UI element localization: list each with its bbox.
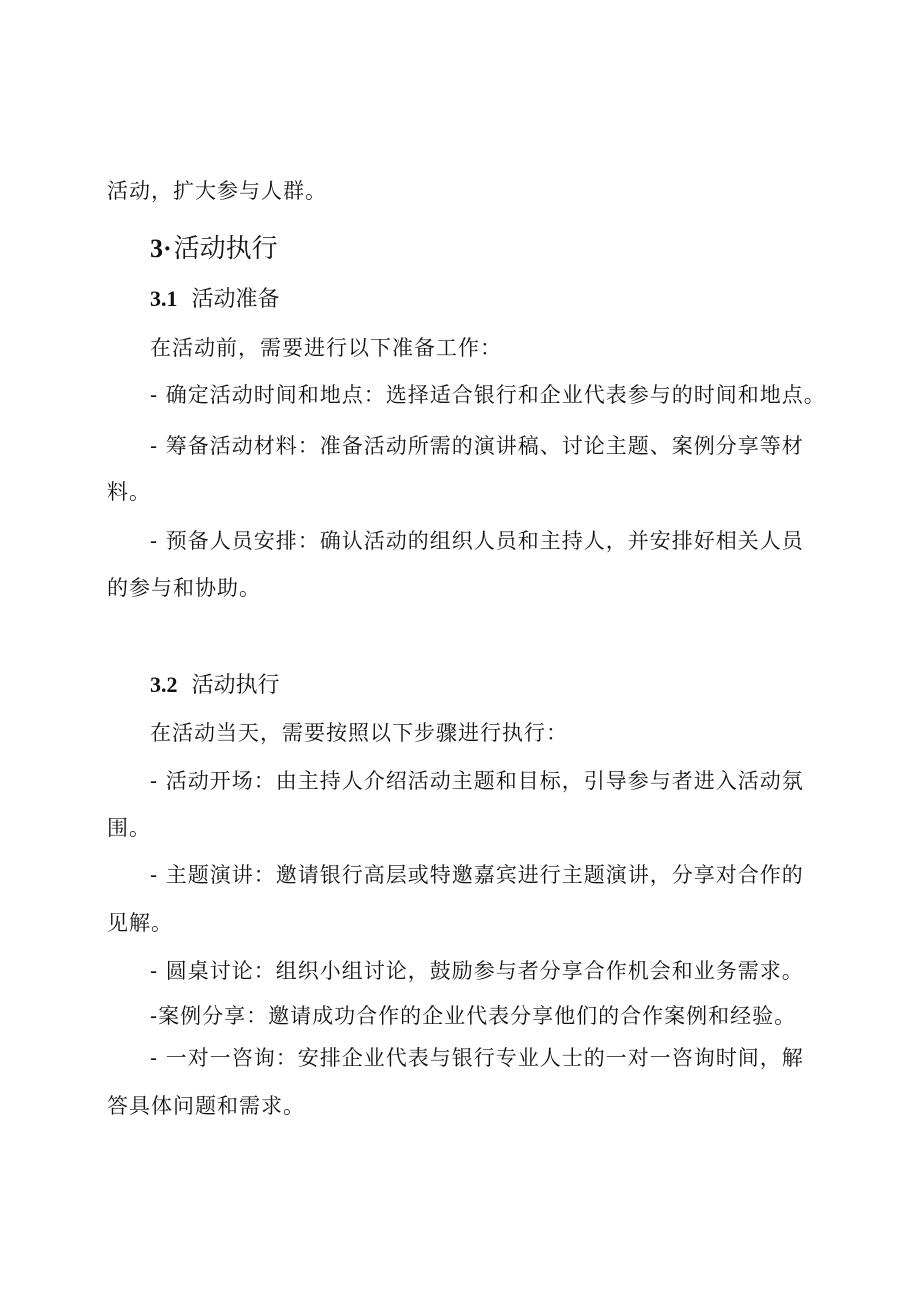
paragraph-line: 在活动前，需要进行以下准备工作： [150,336,502,360]
list-item: - 一对一咨询：安排企业代表与银行专业人士的一对一咨询时间，解 [150,1046,804,1070]
list-item-continuation: 答具体问题和需求。 [107,1094,305,1118]
list-item-continuation: 见解。 [107,911,173,935]
list-item-continuation: 的参与和协助。 [107,576,261,600]
subsection-title: 活动准备 [191,287,280,312]
list-item-continuation: 料。 [107,480,151,504]
section-title: 活动执行 [173,234,278,264]
list-item-continuation: 围。 [107,816,151,840]
paragraph-line: 在活动当天，需要按照以下步骤进行执行： [150,721,568,745]
list-item: - 活动开场：由主持人介绍活动主题和目标，引导参与者进入活动氛 [150,769,804,793]
list-item: - 圆桌讨论：组织小组讨论，鼓励参与者分享合作机会和业务需求。 [150,959,804,983]
section-number: 3· [150,234,172,263]
subsection-title: 活动执行 [191,673,280,698]
list-item: -案例分享：邀请成功合作的企业代表分享他们的合作案例和经验。 [150,1004,797,1028]
list-item: - 主题演讲：邀请银行高层或特邀嘉宾进行主题演讲，分享对合作的 [150,863,804,887]
list-item: - 筹备活动材料：准备活动所需的演讲稿、讨论主题、案例分享等材 [150,434,804,458]
list-item: - 预备人员安排：确认活动的组织人员和主持人，并安排好相关人员 [150,529,804,553]
list-item: - 确定活动时间和地点：选择适合银行和企业代表参与的时间和地点。 [150,383,826,407]
paragraph-line: 活动，扩大参与人群。 [107,179,327,203]
subsection-number: 3.2 [150,672,178,697]
subsection-heading [150,285,280,314]
section-heading [150,234,278,264]
subsection-heading [150,671,280,700]
subsection-number: 3.1 [150,286,178,311]
